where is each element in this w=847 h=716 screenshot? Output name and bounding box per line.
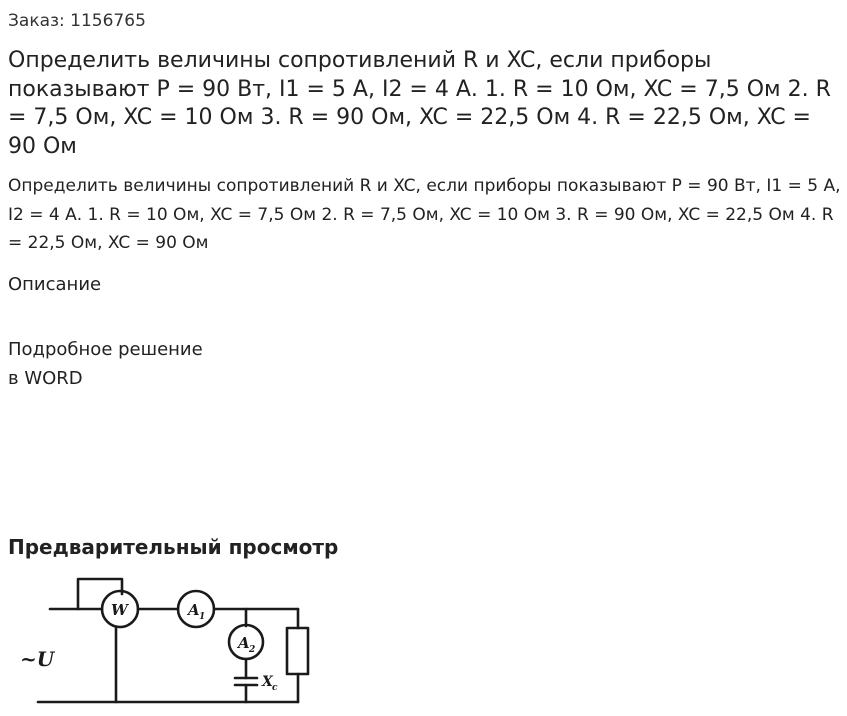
ammeter-a2-label: A xyxy=(238,634,250,652)
solution-line-1: Подробное решение xyxy=(8,339,203,360)
resistor-symbol xyxy=(287,628,308,674)
ammeter-a1-subscript: 1 xyxy=(199,612,206,622)
task-text: Определить величины сопротивлений R и XC, если приборы показывают P = 90 Вт, I1 = 5 А, I2 = 4 А. 1. R = 10 Ом, XC = 7,5 Ом 2. R = 7,5 Ом, XC = 10 Ом 3. R = 90 Ом, XC = 22,5 Ом 4. R = 22,5 Ом, XC = 90 Ом xyxy=(8,176,841,253)
solution-info xyxy=(8,335,203,393)
ammeter-a2-subscript: 2 xyxy=(249,645,256,655)
circuit-diagram xyxy=(16,574,316,708)
preview-heading: Предварительный просмотр xyxy=(8,535,339,559)
order-number: Заказ: 1156765 xyxy=(8,11,146,31)
description-heading: Описание xyxy=(8,274,102,295)
circuit-preview-image[interactable] xyxy=(16,574,316,708)
solution-line-2: в WORD xyxy=(8,368,83,389)
wattmeter-label: W xyxy=(111,601,128,619)
task-title: Определить величины сопротивлений R и XC, если приборы показывают P = 90 Вт, I1 = 5 А, I2 = 4 А. 1. R = 10 Ом, XC = 7,5 Ом 2. R = 7,5 Ом, XC = 10 Ом 3. R = 90 Ом, XC = 22,5 Ом 4. R = 22,5 Ом, XC = 90 Ом xyxy=(8,48,831,159)
capacitor-label: X xyxy=(262,674,273,690)
capacitor-subscript: c xyxy=(272,683,278,693)
ammeter-a1-label: A xyxy=(188,601,200,619)
source-label: ~U xyxy=(20,647,55,671)
